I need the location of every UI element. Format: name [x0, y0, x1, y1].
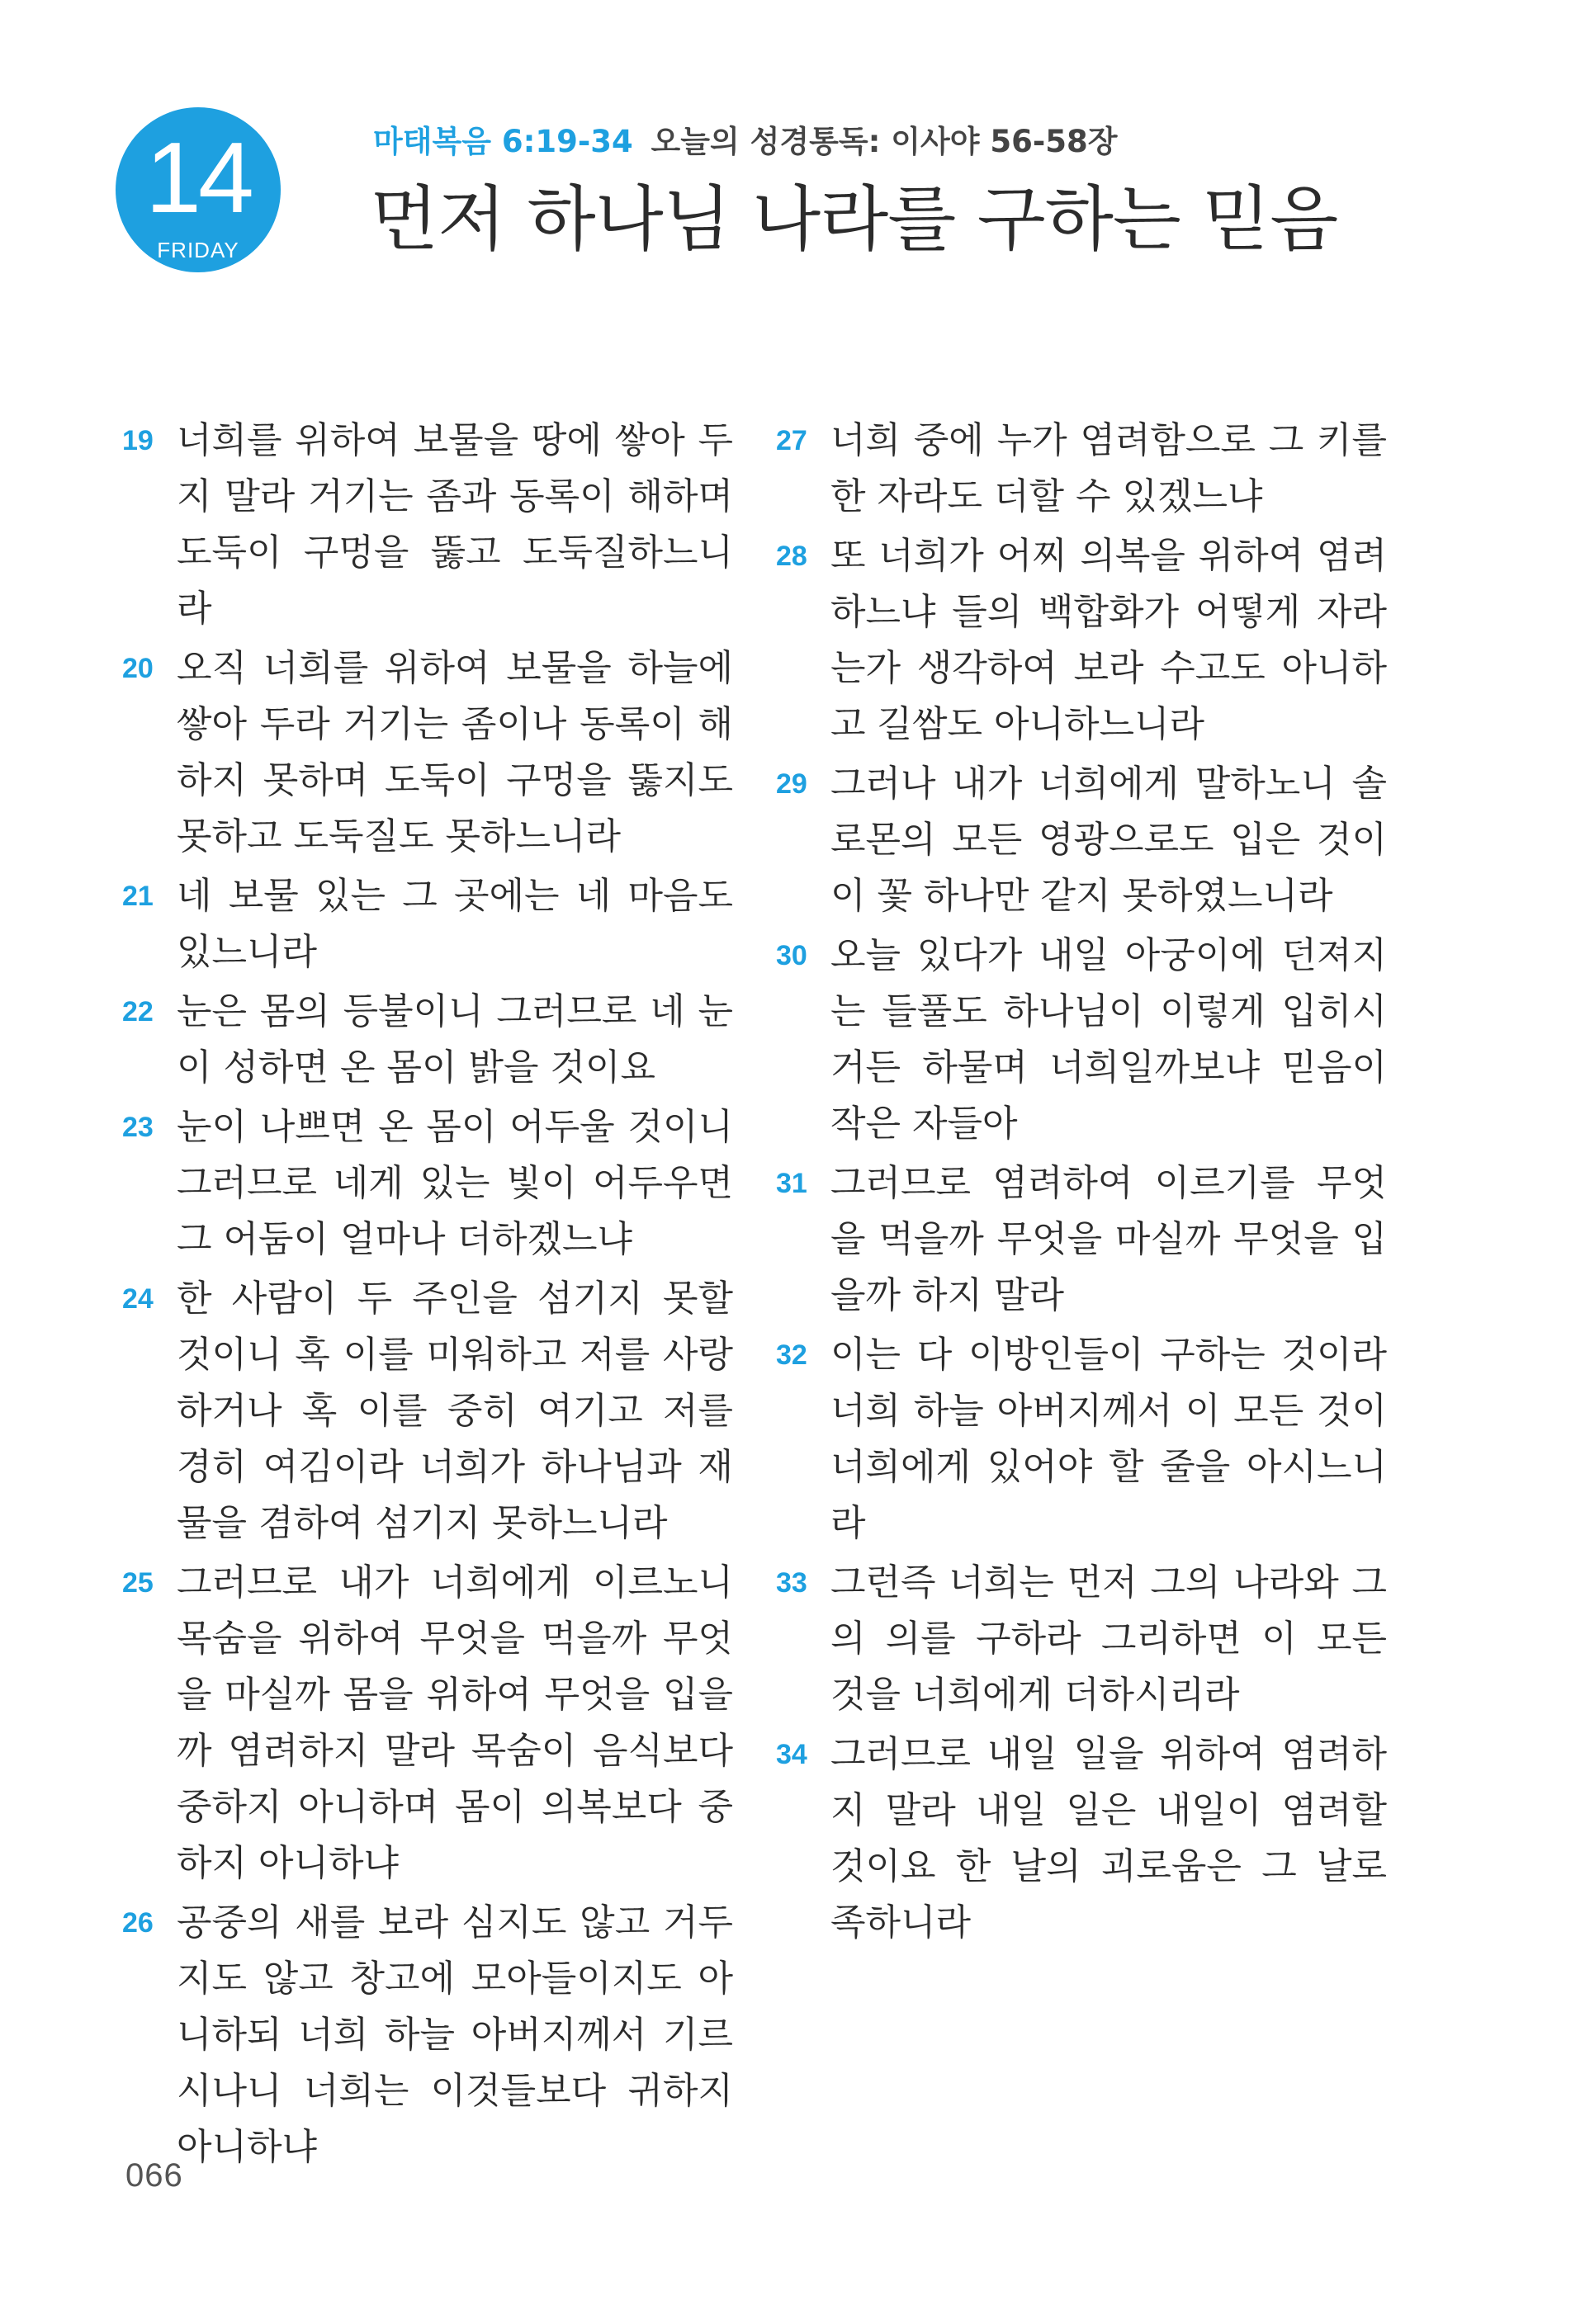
- passage-reference: 마태복음 6:19-34: [373, 124, 633, 159]
- verse-text: 눈은 몸의 등불이니 그러므로 네 눈이 성하면 온 몸이 밝을 것이요: [177, 990, 733, 1089]
- verse-column-right: [776, 413, 1387, 1954]
- verse-item: [776, 413, 1387, 525]
- verse-item: [122, 413, 733, 637]
- verse-text: 이는 다 이방인들이 구하는 것이라 너희 하늘 아버지께서 이 모든 것이 너희에게 있어야 할 줄을 아시느니라: [830, 1334, 1387, 1544]
- verse-text: 한 사람이 두 주인을 섬기지 못할 것이니 혹 이를 미워하고 저를 사랑하거나 혹 이를 중히 여기고 저를 경히 여김이라 너희가 하나님과 재물을 겸하여 섬기지 못하느니라: [177, 1278, 733, 1544]
- verse-number: 22: [122, 996, 154, 1027]
- verse-text: 그러나 내가 너희에게 말하노니 솔로몬의 모든 영광으로도 입은 것이 이 꽃 하나만 같지 못하였느니라: [830, 763, 1387, 917]
- verse-number: 23: [122, 1112, 154, 1143]
- verse-item: [776, 928, 1387, 1152]
- verse-number: 34: [776, 1739, 807, 1770]
- verse-text: 그러므로 내일 일을 위하여 염려하지 말라 내일 일은 내일이 염려할 것이요 한 날의 괴로움은 그 날로 족하니라: [830, 1733, 1387, 1944]
- verse-text: 오직 너희를 위하여 보물을 하늘에 쌓아 두라 거기는 좀이나 동록이 해하지 못하며 도둑이 구멍을 뚫지도 못하고 도둑질도 못하느니라: [177, 647, 733, 857]
- verse-item: [122, 984, 733, 1096]
- verse-text: 너희 중에 누가 염려함으로 그 키를 한 자라도 더할 수 있겠느냐: [830, 419, 1387, 517]
- verse-number: 28: [776, 541, 807, 572]
- verse-number: 33: [776, 1567, 807, 1599]
- verse-text: 눈이 나쁘면 온 몸이 어두울 것이니 그러므로 네게 있는 빛이 어두우면 그 어둠이 얼마나 더하겠느냐: [177, 1106, 733, 1260]
- verse-number: 32: [776, 1339, 807, 1371]
- verse-text: 네 보물 있는 그 곳에는 네 마음도 있느니라: [177, 875, 733, 973]
- verse-number: 27: [776, 425, 807, 456]
- verse-item: [776, 756, 1387, 924]
- verse-item: [122, 868, 733, 980]
- verse-item: [776, 1327, 1387, 1552]
- verse-number: 24: [122, 1283, 154, 1315]
- verse-item: [776, 1155, 1387, 1324]
- verse-number: 30: [776, 940, 807, 971]
- date-day-number: 14: [145, 121, 251, 234]
- verse-text: 그러므로 염려하여 이르기를 무엇을 먹을까 무엇을 마실까 무엇을 입을까 하지 말라: [830, 1162, 1387, 1316]
- verse-text: 그런즉 너희는 먼저 그의 나라와 그의 의를 구하라 그리하면 이 모든 것을 너희에게 더하시리라: [830, 1561, 1387, 1716]
- date-badge: [116, 107, 281, 272]
- verse-number: 31: [776, 1168, 807, 1199]
- date-weekday: FRIDAY: [157, 238, 239, 262]
- verse-number: 25: [122, 1567, 154, 1599]
- verse-item: [122, 1895, 733, 2175]
- verse-item: [776, 1555, 1387, 1723]
- verse-text: 너희를 위하여 보물을 땅에 쌓아 두지 말라 거기는 좀과 동록이 해하며 도둑이 구멍을 뚫고 도둑질하느니라: [177, 419, 733, 630]
- page-number: 066: [125, 2157, 183, 2194]
- verse-text: 오늘 있다가 내일 아궁이에 던져지는 들풀도 하나님이 이렇게 입히시거든 하물며 너희일까보냐 믿음이 작은 자들아: [830, 934, 1387, 1145]
- verse-item: [122, 1271, 733, 1552]
- verse-item: [122, 1555, 733, 1892]
- verse-number: 19: [122, 425, 154, 456]
- verse-column-left: [122, 413, 733, 2179]
- verse-text: 공중의 새를 보라 심지도 않고 거두지도 않고 창고에 모아들이지도 아니하되 너희 하늘 아버지께서 기르시나니 너희는 이것들보다 귀하지 아니하냐: [177, 1901, 733, 2168]
- verse-text: 또 너희가 어찌 의복을 위하여 염려하느냐 들의 백합화가 어떻게 자라는가 생각하여 보라 수고도 아니하고 길쌈도 아니하느니라: [830, 535, 1387, 745]
- verse-item: [122, 1099, 733, 1268]
- page-title: 먼저 하나님 나라를 구하는 믿음: [370, 178, 1338, 261]
- verse-item: [122, 640, 733, 865]
- header-meta: [373, 124, 1117, 160]
- verse-number: 29: [776, 768, 807, 800]
- verse-item: [776, 528, 1387, 753]
- verse-number: 26: [122, 1907, 154, 1939]
- verse-number: 20: [122, 653, 154, 684]
- verse-text: 그러므로 내가 너희에게 이르노니 목숨을 위하여 무엇을 먹을까 무엇을 마실까 몸을 위하여 무엇을 입을까 염려하지 말라 목숨이 음식보다 중하지 아니하며 몸이 의복보다 중하지 아니하냐: [177, 1561, 733, 1884]
- daily-reading-label: 오늘의 성경통독: 이사야 56-58장: [651, 124, 1118, 159]
- verse-number: 21: [122, 881, 154, 912]
- verse-item: [776, 1726, 1387, 1951]
